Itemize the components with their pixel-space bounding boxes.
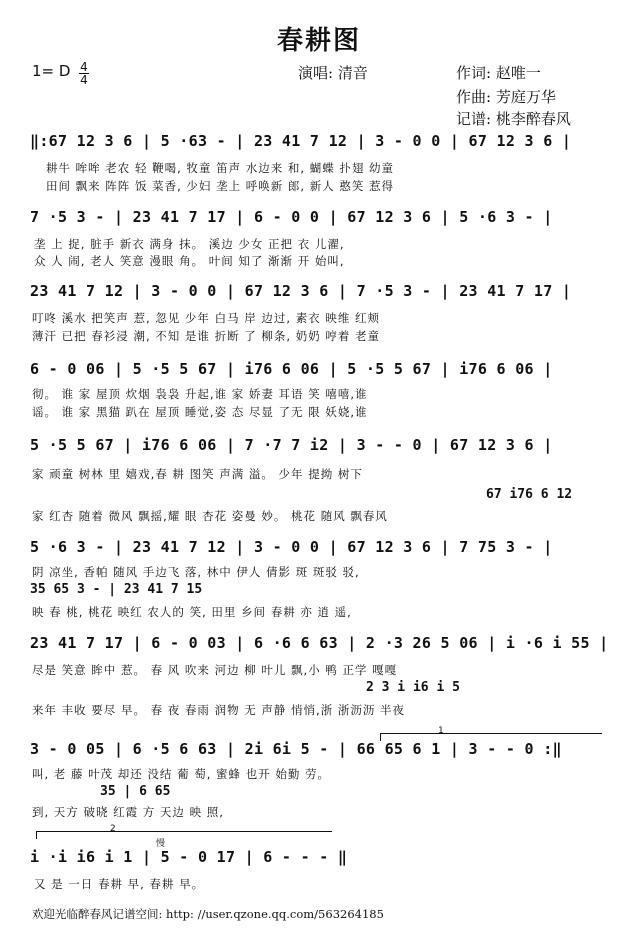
transcriber-credit: 记谱: 桃李醉春风 (456, 110, 571, 128)
page-title: 春耕图 (276, 26, 361, 56)
notation-row: 5 ·5 5 67 | i76 6 06 | 7 ·7 7 i2 | 3 - - 0 | 67 12 3 6 | (30, 436, 553, 454)
volta-number-1: 1 (438, 726, 444, 736)
time-signature-bottom: 4 (80, 73, 88, 87)
lyric-line: 田间 飘来 阵阵 饭 菜香, 少妇 垄上 呼唤新 郎, 新人 憨笑 惹得 (46, 179, 395, 193)
notation-row: 5 ·6 3 - | 23 41 7 12 | 3 - 0 0 | 67 12 3 6 | 7 75 3 - | (30, 538, 553, 556)
singer-credit: 演唱: 清音 (298, 64, 368, 82)
volta-bracket-1 (380, 733, 602, 734)
lyric-line: 薄汗 已把 春衫浸 潮, 不知 是谁 折断 了 柳条, 奶奶 哼着 老童 (32, 329, 381, 343)
notation-alt: 35 | 6 65 (100, 784, 171, 799)
lyric-line: 家 顽童 树林 里 嬉戏,春 耕 图笑 声满 溢。 少年 提拗 树下 (32, 467, 363, 481)
notation-row: 23 41 7 17 | 6 - 0 03 | 6 ·6 6 63 | 2 ·3 26 5 06 | i ·6 i 55 | (30, 634, 609, 652)
lyric-line: 来年 丰收 要尽 早。 春 夜 春雨 润物 无 声静 悄悄,浙 浙沥沥 半夜 (32, 703, 406, 717)
lyric-line: 耕牛 哞哞 老农 轻 鞭喝, 牧童 笛声 水边来 和, 蝴蝶 扑翅 幼童 (46, 161, 395, 175)
lyric-line: 彻。 谁 家 屋顶 炊烟 袅袅 升起,谁 家 娇妻 耳语 笑 嘻嘻,谁 (32, 387, 368, 401)
time-signature-top: 4 (80, 60, 88, 74)
lyric-line: 尽是 笑意 眸中 惹。 春 风 吹来 河边 柳 叶儿 飘,小 鸭 正学 嘎嘎 (32, 663, 398, 677)
notation-row: 23 41 7 12 | 3 - 0 0 | 67 12 3 6 | 7 ·5 3 - | 23 41 7 17 | (30, 282, 572, 300)
lyric-line: 映 春 桃, 桃花 映红 农人的 笑, 田里 乡间 春耕 亦 逍 遥, (32, 605, 352, 619)
footer-link[interactable]: 欢迎光临醉春风记谱空间: http: //user.qzone.qq.com/563264185 (32, 907, 384, 921)
notation-row: 6 - 0 06 | 5 ·5 5 67 | i76 6 06 | 5 ·5 5 67 | i76 6 06 | (30, 360, 553, 378)
lyricist-credit: 作词: 赵唯一 (456, 64, 541, 82)
volta-number-2: 2 (110, 824, 116, 834)
lyric-line: 阴 凉坐, 香帕 随风 手边飞 落, 林中 伊人 倩影 斑 斑驳 驳, (32, 565, 360, 579)
notation-row: i ·i i6 i 1 | 5 - 0 17 | 6 - - - ‖ (30, 848, 348, 866)
notation-alt: 35 65 3 - | 23 41 7 15 (30, 582, 203, 597)
notation-row: ‖:67 12 3 6 | 5 ·63 - | 23 41 7 12 | 3 - 0 0 | 67 12 3 6 | (30, 132, 572, 150)
lyric-line: 谣。 谁 家 黑猫 趴在 屋顶 睡觉,姿 态 尽显 了无 限 妖娆,谁 (32, 405, 368, 419)
lyric-line: 又 是 一日 春耕 早, 春耕 早。 (34, 877, 205, 891)
lyric-line: 叫, 老 藤 叶茂 却还 没结 葡 萄, 蜜蜂 也开 始勤 劳。 (32, 767, 331, 781)
time-signature (79, 61, 89, 86)
composer-credit: 作曲: 芳庭万华 (456, 88, 556, 106)
tempo-mark: 慢 (156, 839, 166, 849)
volta-bracket-2 (36, 831, 332, 832)
lyric-line: 垄 上 捉, 脏手 新衣 满身 抹。 溪边 少女 正把 衣 儿濯, (34, 237, 345, 251)
lyric-line: 到, 天方 破晓 红霞 方 天边 映 照, (32, 805, 224, 819)
notation-row: 3 - 0 05 | 6 ·5 6 63 | 2i 6i 5 - | 66 65 6 1 | 3 - - 0 :‖ (30, 740, 562, 758)
lyric-line: 众 人 闹, 老人 笑意 漫眼 角。 叶间 知了 渐渐 开 始叫, (34, 254, 345, 268)
notation-alt: 2 3 i i6 i 5 (366, 680, 460, 695)
notation-row: 7 ·5 3 - | 23 41 7 17 | 6 - 0 0 | 67 12 3 6 | 5 ·6 3 - | (30, 208, 553, 226)
lyric-line: 家 红杏 随着 微风 飘摇,耀 眼 杏花 姿曼 妙。 桃花 随风 飘春风 (32, 509, 388, 523)
lyric-line: 叮咚 溪水 把笑声 惹, 忽见 少年 白马 岸 边过, 素衣 映维 红颊 (32, 311, 381, 325)
key-signature: 1= D (32, 62, 71, 80)
notation-alt: 67 i76 6 12 (486, 487, 573, 502)
